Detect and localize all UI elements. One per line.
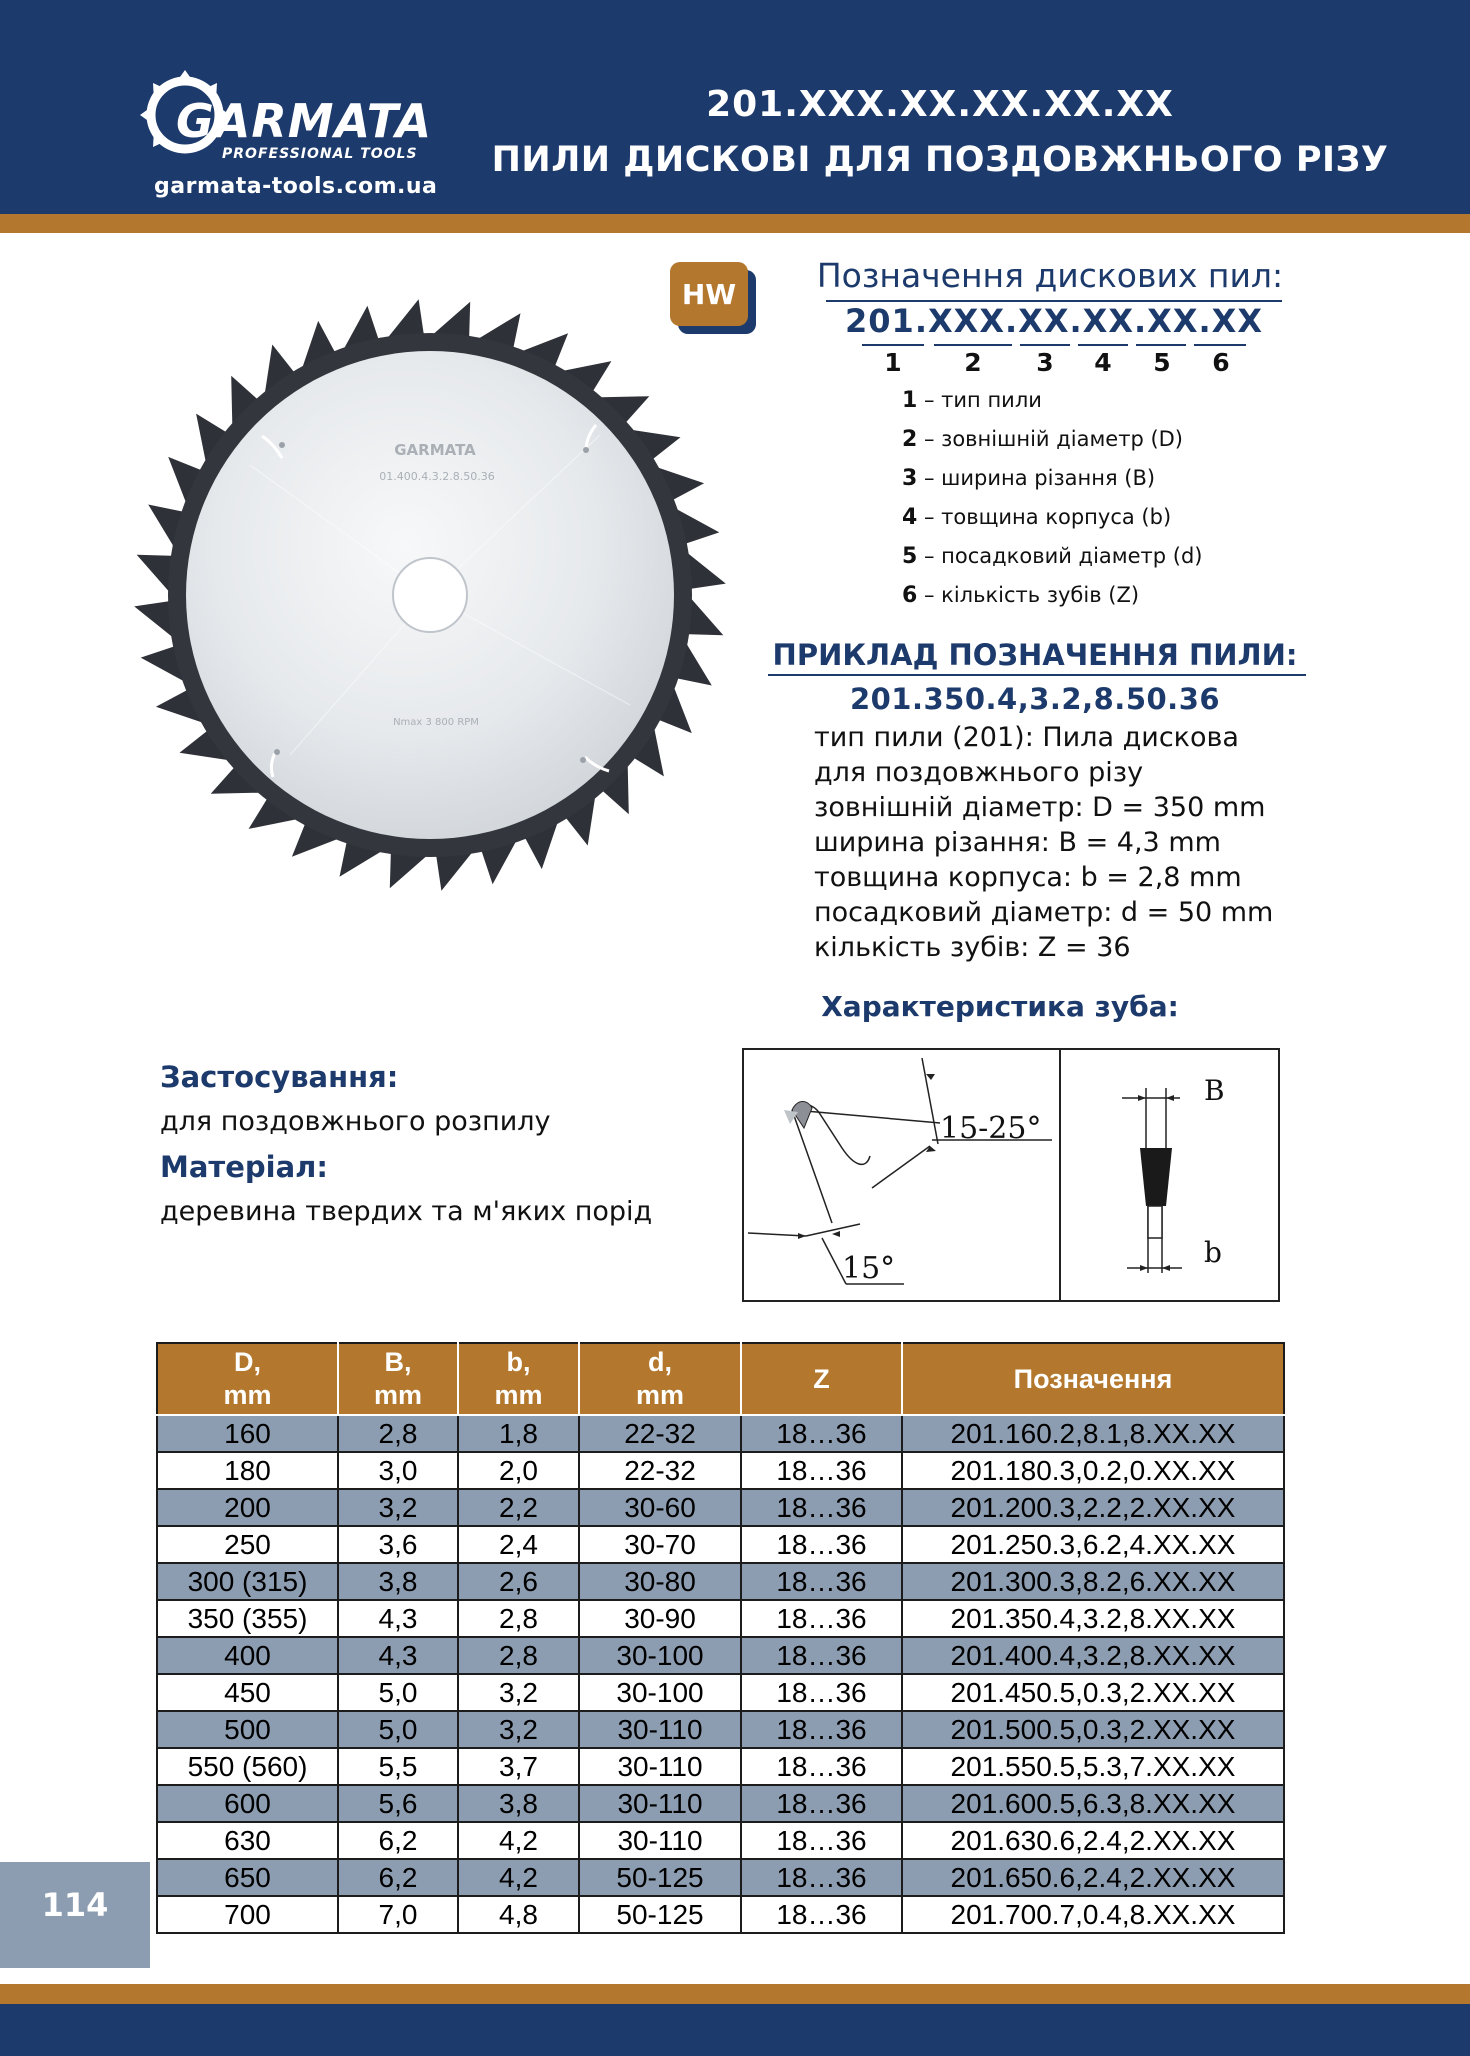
table-cell: 2,6 <box>458 1563 579 1600</box>
example-description <box>814 722 1273 967</box>
header-accent-stripe <box>0 214 1470 233</box>
segment-number: 6 <box>1212 348 1230 377</box>
table-cell: 30-60 <box>579 1489 741 1526</box>
table-row <box>157 1896 1284 1933</box>
table-cell: 18…36 <box>741 1859 902 1896</box>
page-number: 114 <box>41 1886 109 1924</box>
table-cell: 30-100 <box>579 1637 741 1674</box>
table-cell: 600 <box>157 1785 338 1822</box>
tooth-characteristics-title: Характеристика зуба: <box>821 990 1179 1023</box>
tooth-geometry-diagram <box>742 1048 1280 1302</box>
table-cell: 201.500.5,0.3,2.XX.XX <box>902 1711 1284 1748</box>
designation-legend <box>902 388 1203 622</box>
table-cell: 18…36 <box>741 1489 902 1526</box>
table-cell: 1,8 <box>458 1415 579 1452</box>
designation-title: Позначення дискових пил: <box>816 256 1284 295</box>
table-cell: 5,6 <box>338 1785 458 1822</box>
body-thickness-label: b <box>1204 1236 1222 1269</box>
table-cell: 180 <box>157 1452 338 1489</box>
table-cell: 30-90 <box>579 1600 741 1637</box>
table-cell: 18…36 <box>741 1711 902 1748</box>
column-header-bore: d, mm <box>579 1343 741 1415</box>
table-cell: 201.550.5,5.3,7.XX.XX <box>902 1748 1284 1785</box>
header-bar <box>0 0 1470 214</box>
table-cell: 4,2 <box>458 1822 579 1859</box>
table-row <box>157 1748 1284 1785</box>
segment-underline <box>1194 344 1246 346</box>
blade-engraving-code: 01.400.4.3.2.8.50.36 <box>379 470 495 483</box>
example-heading-underline <box>768 674 1306 676</box>
table-cell: 7,0 <box>338 1896 458 1933</box>
legend-item: 4 – товщина корпуса (b) <box>902 505 1172 530</box>
page-title: ПИЛИ ДИСКОВІ ДЛЯ ПОЗДОВЖНЬОГО РІЗУ <box>491 140 1389 180</box>
table-row <box>157 1822 1284 1859</box>
example-line: для поздовжнього різу <box>814 757 1144 788</box>
table-row <box>157 1489 1284 1526</box>
table-cell: 6,2 <box>338 1822 458 1859</box>
table-cell: 201.250.3,6.2,4.XX.XX <box>902 1526 1284 1563</box>
table-cell: 350 (355) <box>157 1600 338 1637</box>
table-row <box>157 1563 1284 1600</box>
table-row <box>157 1452 1284 1489</box>
table-cell: 201.600.5,6.3,8.XX.XX <box>902 1785 1284 1822</box>
table-cell: 201.180.3,0.2,0.XX.XX <box>902 1452 1284 1489</box>
table-cell: 3,8 <box>458 1785 579 1822</box>
clearance-angle-label: 15° <box>842 1251 896 1286</box>
rake-angle-label: 15-25° <box>940 1111 1042 1146</box>
table-cell: 2,8 <box>338 1415 458 1452</box>
table-cell: 2,8 <box>458 1600 579 1637</box>
website-link[interactable]: garmata-tools.com.ua <box>154 174 438 199</box>
table-row <box>157 1859 1284 1896</box>
application-text: для поздовжнього розпилу <box>160 1106 551 1137</box>
specification-table <box>156 1342 1285 1934</box>
column-header-d-outer: D, mm <box>157 1343 338 1415</box>
table-row <box>157 1785 1284 1822</box>
table-cell: 201.700.7,0.4,8.XX.XX <box>902 1896 1284 1933</box>
example-line: кількість зубів: Z = 36 <box>814 932 1131 963</box>
table-cell: 30-70 <box>579 1526 741 1563</box>
table-cell: 18…36 <box>741 1896 902 1933</box>
table-cell: 2,8 <box>458 1637 579 1674</box>
legend-item: 5 – посадковий діаметр (d) <box>902 544 1203 569</box>
table-cell: 2,2 <box>458 1489 579 1526</box>
segment-underline <box>1020 344 1070 346</box>
designation-code: 201.XXX.XX.XX.XX.XX <box>845 302 1263 340</box>
table-cell: 201.400.4,3.2,8.XX.XX <box>902 1637 1284 1674</box>
legend-item: 2 – зовнішній діаметр (D) <box>902 427 1184 452</box>
segment-number: 4 <box>1094 348 1112 377</box>
blade-engraving-brand: GARMATA <box>394 441 476 459</box>
table-cell: 400 <box>157 1637 338 1674</box>
table-cell: 201.350.4,3.2,8.XX.XX <box>902 1600 1284 1637</box>
segment-number: 2 <box>964 348 982 377</box>
column-header-teeth: Z <box>741 1343 902 1415</box>
logo-subtitle: PROFESSIONAL TOOLS <box>222 146 418 162</box>
table-cell: 4,3 <box>338 1600 458 1637</box>
table-cell: 2,4 <box>458 1526 579 1563</box>
table-cell: 18…36 <box>741 1526 902 1563</box>
kerf-width-label: B <box>1204 1074 1225 1107</box>
table-cell: 550 (560) <box>157 1748 338 1785</box>
product-code: 201.XXX.XX.XX.XX.XX <box>706 84 1174 125</box>
footer-accent-stripe <box>0 1984 1470 2004</box>
table-cell: 18…36 <box>741 1600 902 1637</box>
table-cell: 30-80 <box>579 1563 741 1600</box>
segment-number: 3 <box>1036 348 1054 377</box>
table-cell: 3,2 <box>458 1711 579 1748</box>
table-row <box>157 1415 1284 1452</box>
table-cell: 201.200.3,2.2,2.XX.XX <box>902 1489 1284 1526</box>
column-header-body: b, mm <box>458 1343 579 1415</box>
table-cell: 18…36 <box>741 1785 902 1822</box>
material-text: деревина твердих та м'яких порід <box>160 1196 653 1227</box>
brand-logo <box>140 64 460 214</box>
table-cell: 450 <box>157 1674 338 1711</box>
table-cell: 18…36 <box>741 1452 902 1489</box>
table-cell: 3,2 <box>458 1674 579 1711</box>
table-cell: 22-32 <box>579 1452 741 1489</box>
example-code: 201.350.4,3.2,8.50.36 <box>849 682 1221 716</box>
table-header-row <box>157 1343 1284 1415</box>
table-cell: 700 <box>157 1896 338 1933</box>
segment-underline <box>1078 344 1128 346</box>
example-line: ширина різання: B = 4,3 mm <box>814 827 1221 858</box>
column-header-designation: Позначення <box>902 1343 1284 1415</box>
table-cell: 3,6 <box>338 1526 458 1563</box>
table-cell: 3,2 <box>338 1489 458 1526</box>
table-cell: 201.650.6,2.4,2.XX.XX <box>902 1859 1284 1896</box>
table-cell: 4,2 <box>458 1859 579 1896</box>
example-line: тип пили (201): Пила дискова <box>814 722 1239 753</box>
table-cell: 5,5 <box>338 1748 458 1785</box>
example-line: товщина корпуса: b = 2,8 mm <box>814 862 1242 893</box>
table-cell: 30-110 <box>579 1748 741 1785</box>
table-row <box>157 1674 1284 1711</box>
table-cell: 30-110 <box>579 1822 741 1859</box>
table-row <box>157 1711 1284 1748</box>
table-cell: 50-125 <box>579 1859 741 1896</box>
segment-number: 1 <box>884 348 902 377</box>
table-cell: 630 <box>157 1822 338 1859</box>
logo-wordmark: GARMATA <box>176 94 433 148</box>
table-row <box>157 1637 1284 1674</box>
table-cell: 650 <box>157 1859 338 1896</box>
table-cell: 4,8 <box>458 1896 579 1933</box>
table-cell: 250 <box>157 1526 338 1563</box>
application-label: Застосування: <box>160 1060 399 1094</box>
table-cell: 201.160.2,8.1,8.XX.XX <box>902 1415 1284 1452</box>
table-cell: 3,7 <box>458 1748 579 1785</box>
table-cell: 5,0 <box>338 1674 458 1711</box>
table-cell: 22-32 <box>579 1415 741 1452</box>
table-cell: 2,0 <box>458 1452 579 1489</box>
material-label: Матеріал: <box>160 1150 329 1184</box>
table-cell: 200 <box>157 1489 338 1526</box>
hw-badge: HW <box>670 262 756 334</box>
table-cell: 4,3 <box>338 1637 458 1674</box>
saw-blade-image <box>130 285 730 905</box>
table-cell: 18…36 <box>741 1674 902 1711</box>
table-row <box>157 1526 1284 1563</box>
legend-item: 3 – ширина різання (B) <box>902 466 1156 491</box>
table-row <box>157 1600 1284 1637</box>
legend-item: 1 – тип пили <box>902 388 1042 413</box>
table-cell: 160 <box>157 1415 338 1452</box>
legend-item: 6 – кількість зубів (Z) <box>902 583 1140 608</box>
table-cell: 5,0 <box>338 1711 458 1748</box>
segment-underline <box>1136 344 1186 346</box>
example-line: зовнішній діаметр: D = 350 mm <box>814 792 1266 823</box>
table-cell: 30-100 <box>579 1674 741 1711</box>
table-cell: 3,8 <box>338 1563 458 1600</box>
table-cell: 18…36 <box>741 1637 902 1674</box>
table-cell: 18…36 <box>741 1563 902 1600</box>
table-cell: 201.300.3,8.2,6.XX.XX <box>902 1563 1284 1600</box>
table-cell: 18…36 <box>741 1748 902 1785</box>
table-cell: 300 (315) <box>157 1563 338 1600</box>
table-cell: 18…36 <box>741 1822 902 1859</box>
segment-underline <box>862 344 924 346</box>
segment-number: 5 <box>1153 348 1171 377</box>
table-cell: 500 <box>157 1711 338 1748</box>
table-cell: 50-125 <box>579 1896 741 1933</box>
table-cell: 30-110 <box>579 1785 741 1822</box>
table-cell: 201.450.5,0.3,2.XX.XX <box>902 1674 1284 1711</box>
table-cell: 201.630.6,2.4,2.XX.XX <box>902 1822 1284 1859</box>
example-line: посадковий діаметр: d = 50 mm <box>814 897 1274 928</box>
column-header-kerf: B, mm <box>338 1343 458 1415</box>
table-cell: 6,2 <box>338 1859 458 1896</box>
table-cell: 30-110 <box>579 1711 741 1748</box>
example-heading: ПРИКЛАД ПОЗНАЧЕННЯ ПИЛИ: <box>772 638 1298 672</box>
segment-underline <box>934 344 1012 346</box>
blade-engraving-rpm: Nmax 3 800 RPM <box>393 717 479 728</box>
table-cell: 3,0 <box>338 1452 458 1489</box>
footer-bar <box>0 2004 1470 2056</box>
table-cell: 18…36 <box>741 1415 902 1452</box>
